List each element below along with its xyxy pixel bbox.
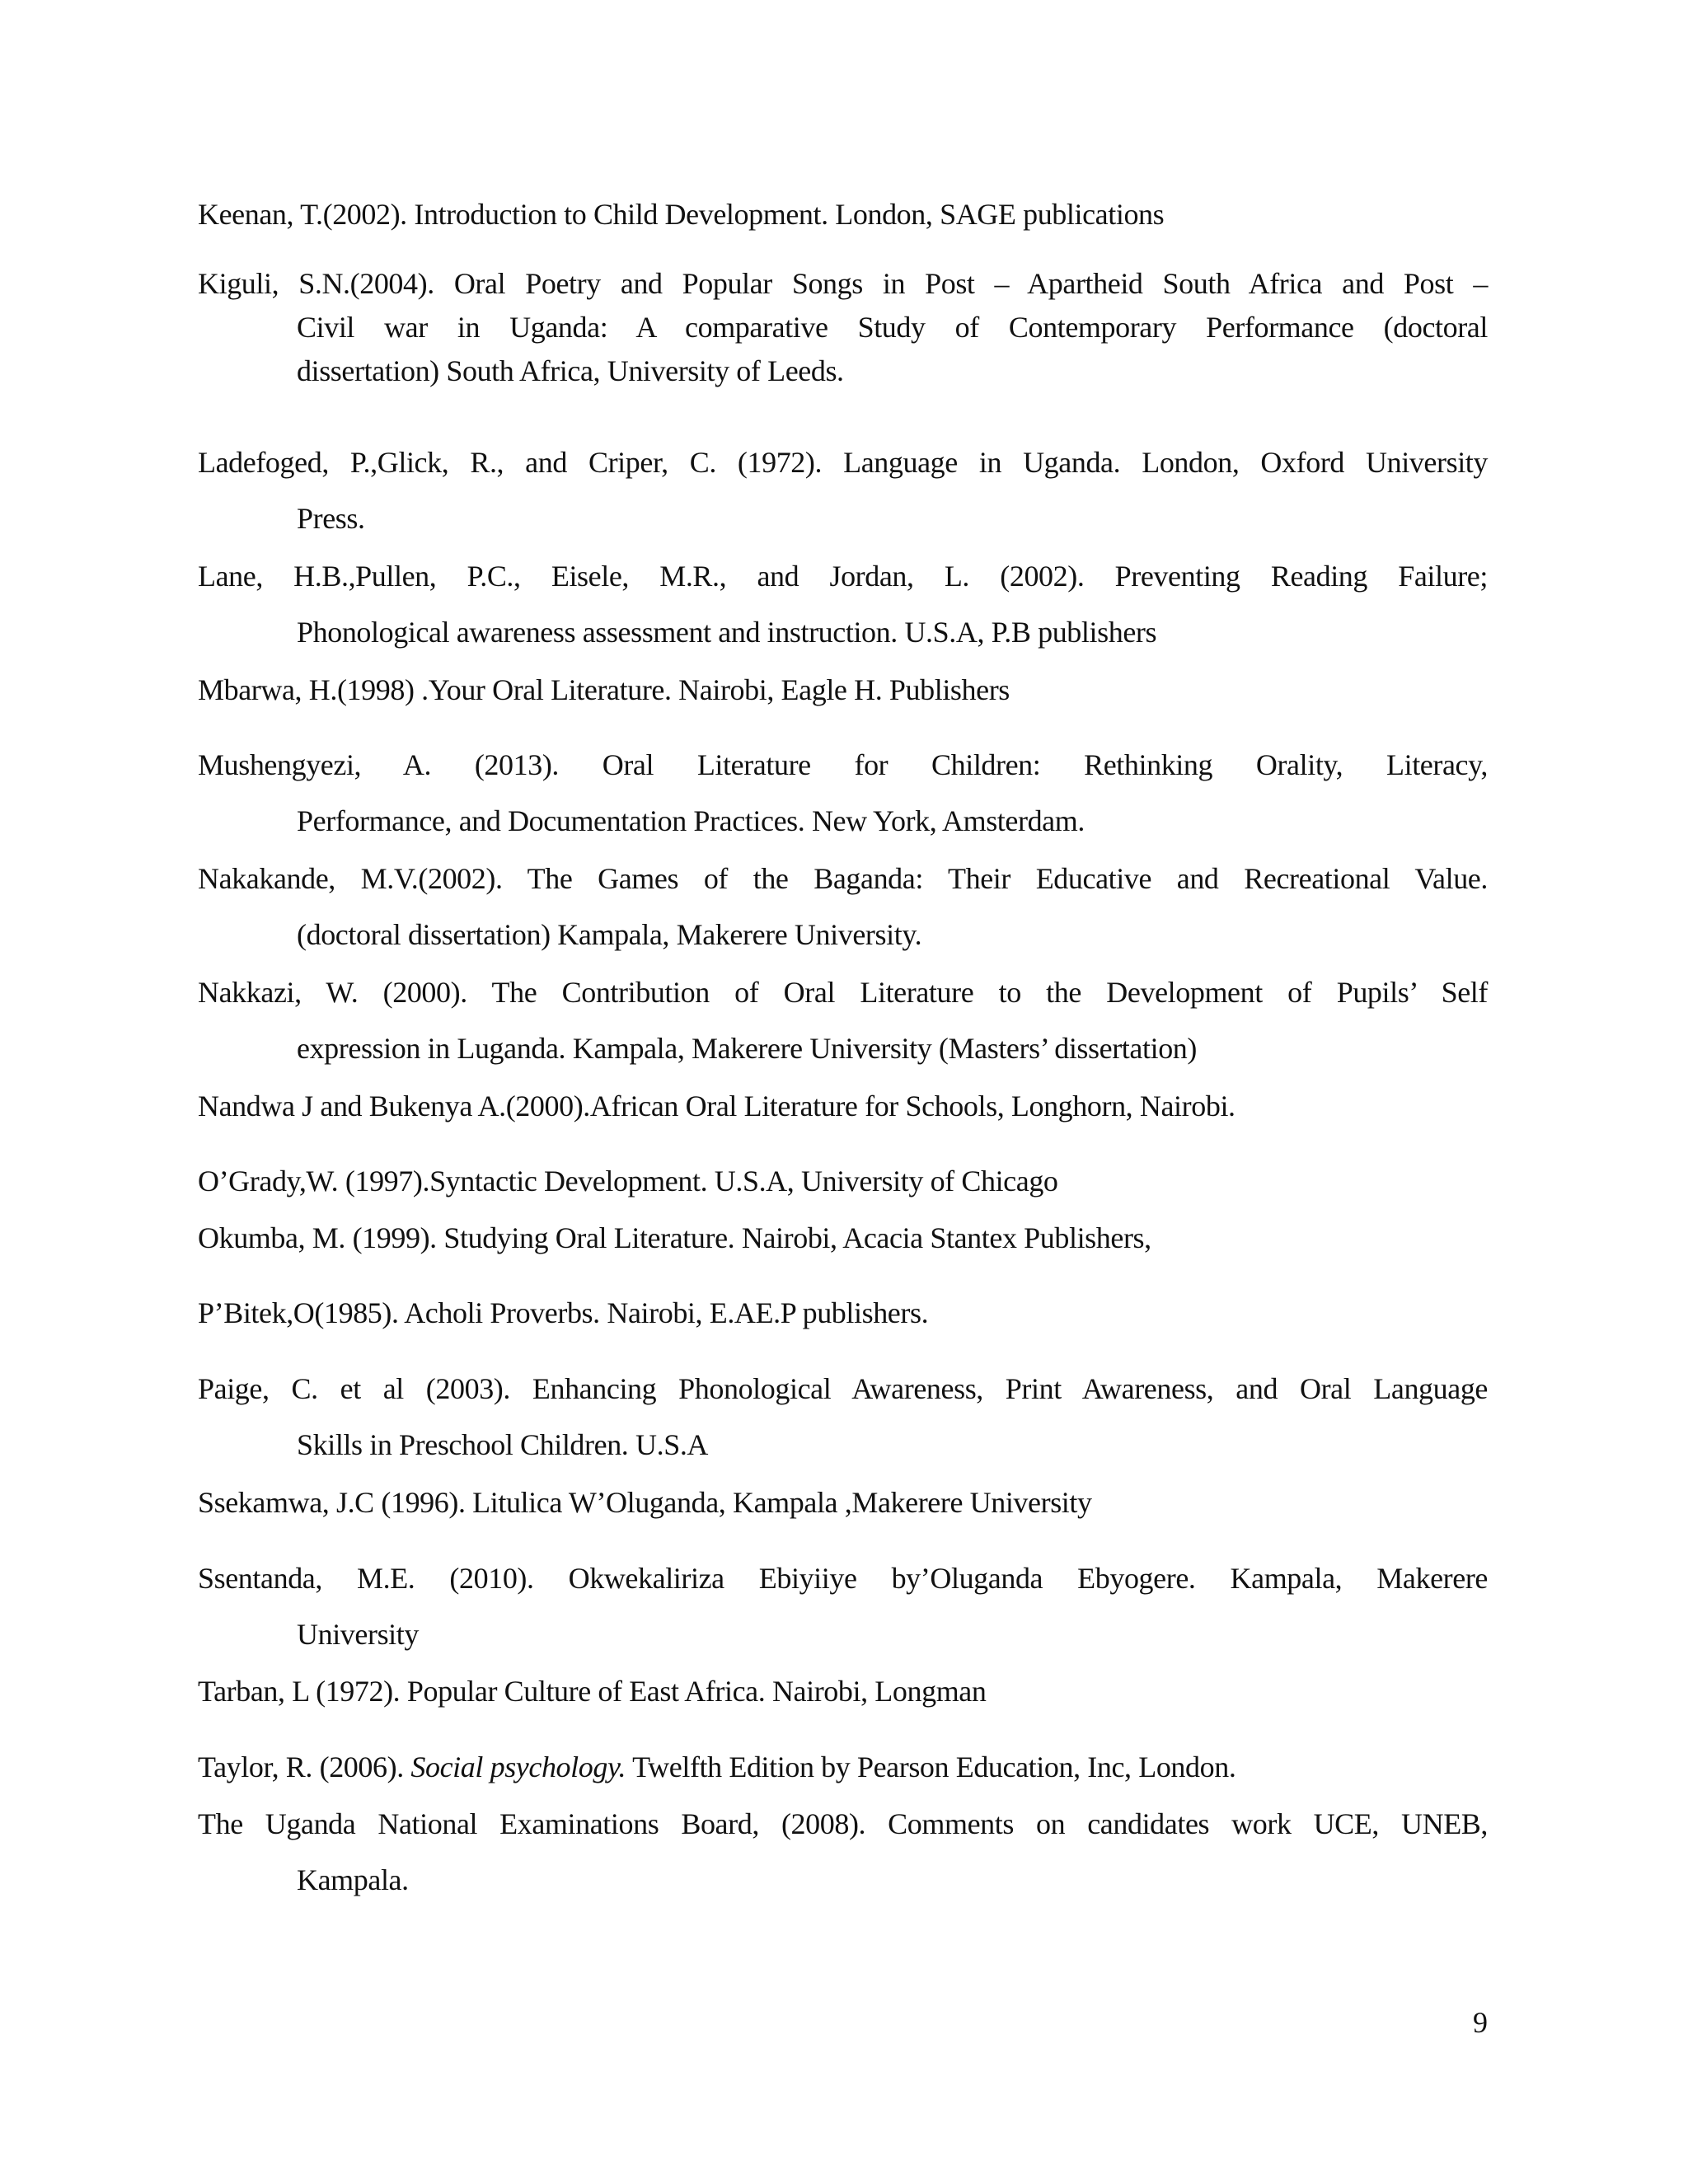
reference-entry [198, 1153, 1488, 1209]
reference-text: Skills in Preschool Children. U.S.A [297, 1428, 709, 1461]
reference-text: Nakkazi, W. (2000). The Contribution of Oral Literature to the Development of Pupils’ Self [198, 976, 1488, 1009]
reference-text: Ssentanda, M.E. (2010). Okwekaliriza Ebiyiiye by’Oluganda Ebyogere. Kampala, Makerere [198, 1562, 1488, 1595]
reference-text: expression in Luganda. Kampala, Makerere University (Masters’ dissertation) [297, 1032, 1197, 1065]
reference-entry [198, 964, 1488, 1076]
reference-text: (doctoral dissertation) Kampala, Makerere University. [297, 918, 922, 951]
reference-entry [198, 434, 1488, 546]
reference-text: Civil war in Uganda: A comparative Study of Contemporary Performance (doctoral [297, 311, 1488, 344]
reference-entry [198, 1550, 1488, 1662]
reference-publisher: Twelfth Edition by Pearson Education, Inc, London. [632, 1750, 1236, 1783]
reference-text: P’Bitek,O(1985). Acholi Proverbs. Nairobi, E.AE.P publishers. [198, 1296, 929, 1329]
reference-text: Lane, H.B.,Pullen, P.C., Eisele, M.R., and Jordan, L. (2002). Preventing Reading Failure; [198, 560, 1488, 593]
reference-text: The Uganda National Examinations Board, (2008). Comments on candidates work UCE, UNEB, [198, 1807, 1488, 1840]
reference-entry [198, 851, 1488, 963]
reference-entry [198, 1474, 1488, 1530]
reference-title-italic: Social psychology. [410, 1750, 626, 1783]
reference-entry [198, 1663, 1488, 1719]
reference-text: University [297, 1618, 419, 1651]
reference-text: Press. [297, 502, 365, 535]
reference-text: dissertation) South Africa, University of Leeds. [297, 354, 844, 387]
reference-entry [198, 548, 1488, 660]
reference-entry [198, 262, 1488, 393]
reference-text [198, 1739, 1488, 1795]
reference-text: Keenan, T.(2002). Introduction to Child Development. London, SAGE publications [198, 198, 1165, 231]
reference-text: Paige, C. et al (2003). Enhancing Phonological Awareness, Print Awareness, and Oral Language [198, 1372, 1488, 1405]
page-number: 9 [1473, 2006, 1488, 2039]
reference-text: Nakakande, M.V.(2002). The Games of the Baganda: Their Educative and Recreational Value. [198, 862, 1488, 895]
reference-entry [198, 186, 1488, 242]
reference-text: Performance, and Documentation Practices. New York, Amsterdam. [297, 804, 1085, 837]
reference-entry [198, 1210, 1488, 1266]
reference-text: O’Grady,W. (1997).Syntactic Development. U.S.A, University of Chicago [198, 1165, 1058, 1197]
reference-entry [198, 1796, 1488, 1908]
reference-entry [198, 737, 1488, 849]
reference-entry [198, 1361, 1488, 1473]
reference-entry [198, 1078, 1488, 1134]
reference-text: Nandwa J and Bukenya A.(2000).African Oral Literature for Schools, Longhorn, Nairobi. [198, 1090, 1236, 1122]
reference-text: Mushengyezi, A. (2013). Oral Literature for Children: Rethinking Orality, Literacy, [198, 748, 1488, 781]
reference-entry [198, 1285, 1488, 1341]
reference-text: Tarban, L (1972). Popular Culture of East Africa. Nairobi, Longman [198, 1675, 987, 1708]
reference-text: Ladefoged, P.,Glick, R., and Criper, C. (1972). Language in Uganda. London, Oxford University [198, 446, 1488, 479]
reference-text: Ssekamwa, J.C (1996). Litulica W’Oluganda, Kampala ,Makerere University [198, 1486, 1092, 1519]
reference-text: Mbarwa, H.(1998) .Your Oral Literature. Nairobi, Eagle H. Publishers [198, 673, 1010, 706]
reference-authors: Taylor, R. (2006). [198, 1750, 411, 1783]
reference-text: Phonological awareness assessment and instruction. U.S.A, P.B publishers [297, 616, 1157, 649]
reference-entry [198, 662, 1488, 718]
reference-text: Kiguli, S.N.(2004). Oral Poetry and Popular Songs in Post – Apartheid South Africa and Post – [198, 267, 1488, 300]
reference-text: Kampala. [297, 1863, 409, 1896]
reference-text: Okumba, M. (1999). Studying Oral Literature. Nairobi, Acacia Stantex Publishers, [198, 1221, 1151, 1254]
reference-entry [198, 1739, 1488, 1795]
